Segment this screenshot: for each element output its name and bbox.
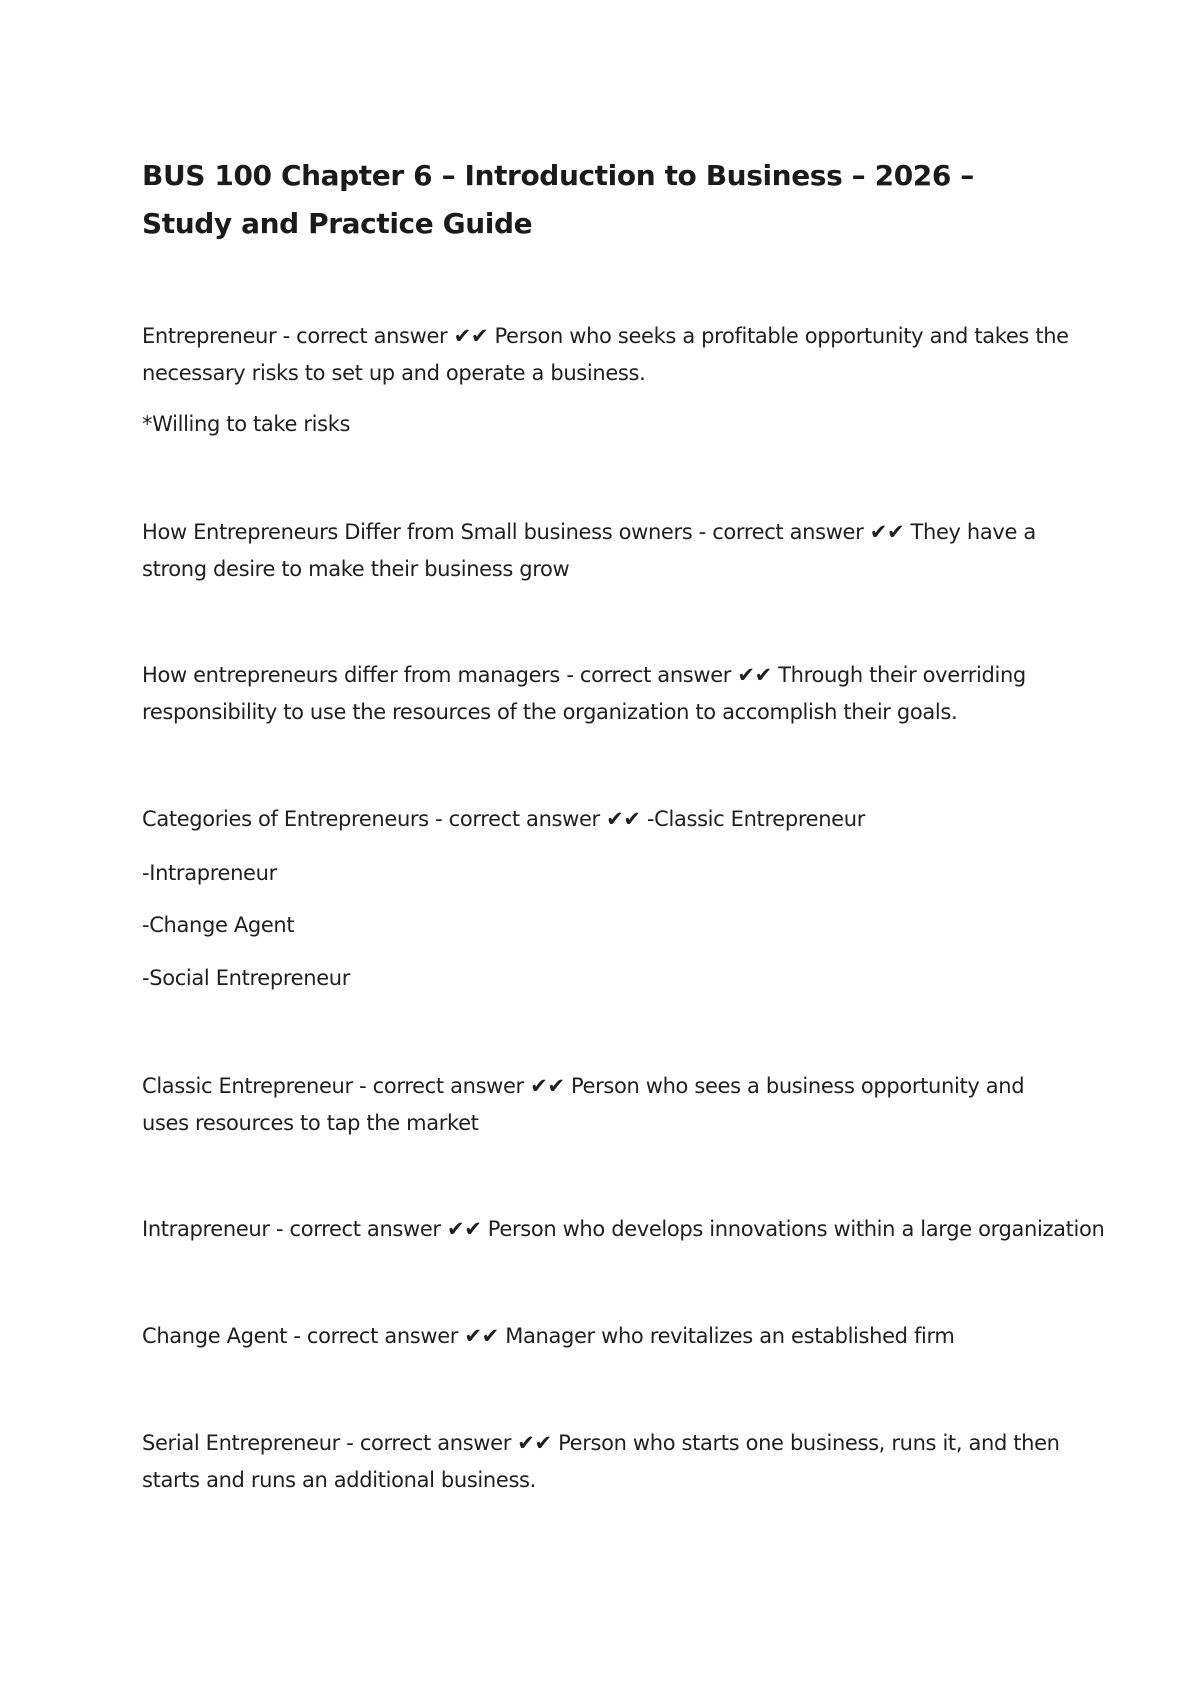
entry-entrepreneur-note: *Willing to take risks [142, 412, 351, 436]
entry-entrepreneur-definition: Entrepreneur - correct answer ✔✔ Person who seeks a profitable opportunity and takes the necessary risks to set up and operate a business. [142, 324, 1069, 385]
entry-serial-entrepreneur: Serial Entrepreneur - correct answer ✔✔ Person who starts one business, runs it, and then starts and runs an additional business. [142, 1431, 1060, 1492]
entry-classic-entrepreneur: Classic Entrepreneur - correct answer ✔✔ Person who sees a business opportunity and uses resources to tap the market [142, 1074, 1025, 1135]
entry-entrepreneurs-vs-small-business: How Entrepreneurs Differ from Small business owners - correct answer ✔✔ They have a strong desire to make their business grow [142, 520, 1036, 581]
entry-entrepreneurs-vs-managers: How entrepreneurs differ from managers - correct answer ✔✔ Through their overriding responsibility to use the resources of the organization to accomplish their goals. [142, 663, 1026, 724]
category-item-change-agent: -Change Agent [142, 913, 295, 937]
entry-change-agent: Change Agent - correct answer ✔✔ Manager who revitalizes an established firm [142, 1324, 955, 1348]
document-title: BUS 100 Chapter 6 – Introduction to Business – 2026 – Study and Practice Guide [142, 159, 974, 240]
entry-intrapreneur: Intrapreneur - correct answer ✔✔ Person who develops innovations within a large organization [142, 1217, 1105, 1241]
entry-categories-heading: Categories of Entrepreneurs - correct answer ✔✔ -Classic Entrepreneur [142, 807, 865, 831]
category-item-social-entrepreneur: -Social Entrepreneur [142, 966, 351, 990]
category-item-intrapreneur: -Intrapreneur [142, 861, 277, 885]
